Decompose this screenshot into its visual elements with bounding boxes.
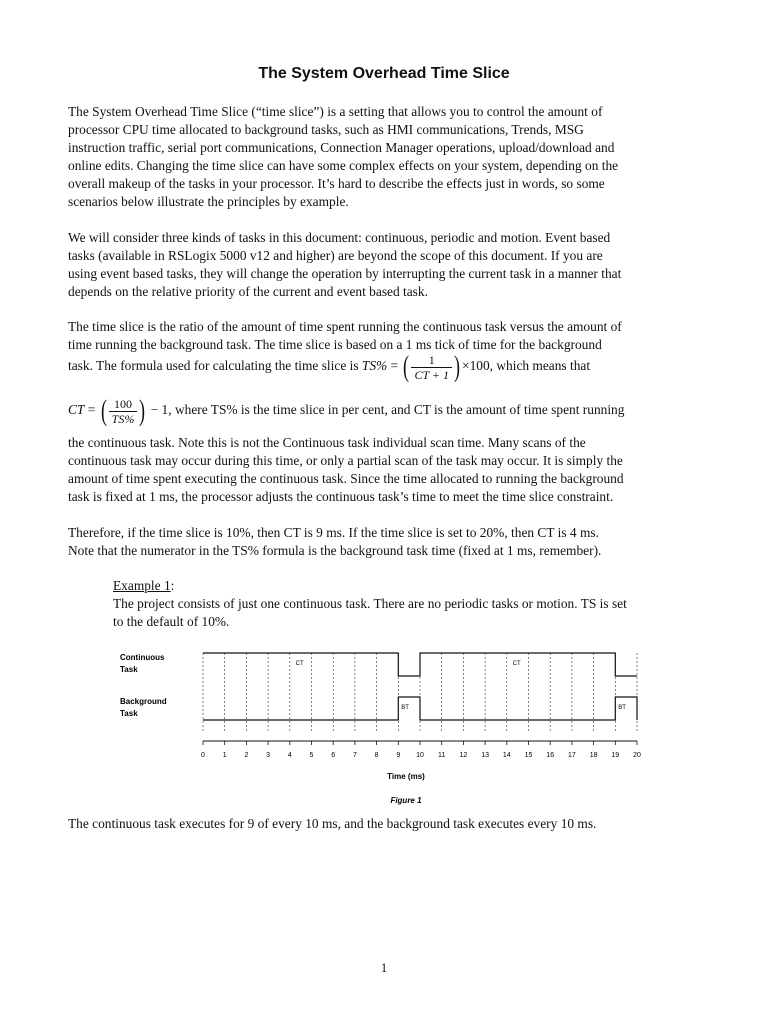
x-tick-label: 9 xyxy=(396,752,401,759)
figure-caption: Figure 1 xyxy=(390,796,422,805)
text-line: depends on the relative priority of the current and event based task. xyxy=(68,284,428,299)
formula-equals: = xyxy=(387,358,402,374)
task-types-paragraph xyxy=(68,229,708,301)
x-tick-label: 6 xyxy=(331,752,336,759)
closing-paragraph xyxy=(68,815,708,833)
x-tick-label: 12 xyxy=(459,752,468,759)
formula-lhs: TS% xyxy=(361,358,388,374)
x-tick-label: 13 xyxy=(481,752,489,759)
text-line: time running the background task. The time slice is based on a 1 ms tick of time for the background xyxy=(68,337,602,352)
segment-label: CT xyxy=(512,661,521,667)
paren-right: ) xyxy=(454,350,461,383)
fraction-denominator: CT + 1 xyxy=(414,367,450,382)
text-line: scenarios below illustrate the principles by example. xyxy=(68,194,349,209)
formula-lhs: CT xyxy=(68,402,85,418)
formula-trail-text: , where TS% is the time slice in per cent, and CT is the amount of time spent running xyxy=(168,402,625,418)
x-tick-label: 17 xyxy=(568,752,576,759)
text-line: Therefore, if the time slice is 10%, then CT is 9 ms. If the time slice is set to 20%, then CT is 4 ms. xyxy=(68,525,599,540)
text-line: tasks (available in RSLogix 5000 v12 and higher) are beyond the scope of this document. If you are xyxy=(68,248,603,263)
x-tick-label: 5 xyxy=(309,752,314,759)
text-line: continuous task may occur during this time, or only a partial scan of the task may occur. It is simply the xyxy=(68,453,623,468)
text-line: the continuous task. Note this is not the Continuous task individual scan time. Many scans of the xyxy=(68,435,586,450)
formula-multiplier: ×100 xyxy=(462,358,490,374)
text-line: The project consists of just one continuous task. There are no periodic tasks or motion. TS is set xyxy=(113,596,627,611)
x-tick-label: 3 xyxy=(266,752,271,759)
x-tick-label: 16 xyxy=(546,752,555,759)
segment-label: BT xyxy=(618,705,626,711)
formula-minus: − 1 xyxy=(147,402,169,418)
example-heading-text: Example 1 xyxy=(113,578,171,593)
formula-ts-line xyxy=(68,352,590,382)
intro-paragraph xyxy=(68,103,708,211)
text-line: using event based tasks, they will change the operation by interrupting the current task in a manner that xyxy=(68,266,622,281)
text-line: online edits. Changing the time slice can have some complex effects on your system, depending on the xyxy=(68,158,619,173)
text-line: amount of time spent executing the continuous task. Since the time allocated to running the background xyxy=(68,471,624,486)
row-label-background-1: Background xyxy=(120,697,167,706)
text-line: overall makeup of the tasks in your processor. It’s hard to describe the effects just in words, so some xyxy=(68,176,605,191)
continuous-task-paragraph xyxy=(68,434,708,506)
x-axis-label: Time (ms) xyxy=(387,772,425,781)
text-line: The time slice is the ratio of the amount of time spent running the continuous task versus the amount of xyxy=(68,319,622,334)
example-heading-colon: : xyxy=(170,578,175,593)
text-line: The System Overhead Time Slice (“time slice”) is a setting that allows you to control the amount of xyxy=(68,104,603,119)
text-line: to the default of 10%. xyxy=(113,614,230,629)
segment-label: CT xyxy=(295,661,304,667)
time-slice-paragraph xyxy=(68,318,708,354)
therefore-paragraph xyxy=(68,524,708,560)
timing-diagram xyxy=(110,645,655,815)
formula-equals: = xyxy=(84,402,99,418)
formula-fraction xyxy=(109,397,138,426)
formula-lead-text: task. The formula used for calculating the time slice is xyxy=(68,358,362,374)
x-tick-label: 0 xyxy=(201,752,205,759)
page-number: 1 xyxy=(380,960,388,975)
text-line: The continuous task executes for 9 of every 10 ms, and the background task executes every 10 ms. xyxy=(68,816,597,831)
x-tick-label: 1 xyxy=(222,752,227,759)
segment-label: BT xyxy=(401,705,409,711)
page-title: The System Overhead Time Slice xyxy=(258,65,510,82)
text-line: We will consider three kinds of tasks in this document: continuous, periodic and motion. Event based xyxy=(68,230,611,245)
row-label-background-2: Task xyxy=(120,709,138,718)
row-label-continuous-1: Continuous xyxy=(120,653,165,662)
x-tick-label: 2 xyxy=(244,752,249,759)
x-tick-label: 19 xyxy=(611,752,620,759)
x-tick-label: 10 xyxy=(416,752,424,759)
formula-trail-text: , which means that xyxy=(489,358,591,374)
fraction-denominator: TS% xyxy=(111,411,135,426)
text-line: processor CPU time allocated to background tasks, such as HMI communications, Trends, MSG xyxy=(68,122,584,137)
x-tick-label: 8 xyxy=(374,752,379,759)
example-block xyxy=(113,577,713,631)
fraction-numerator: 1 xyxy=(411,353,452,368)
row-label-continuous-2: Task xyxy=(120,665,138,674)
background-task-waveform xyxy=(203,697,637,720)
fraction-numerator: 100 xyxy=(109,397,138,412)
x-tick-label: 4 xyxy=(287,752,292,759)
paren-left: ( xyxy=(100,394,107,427)
x-tick-label: 14 xyxy=(502,752,511,759)
x-tick-label: 20 xyxy=(633,752,641,759)
paren-left: ( xyxy=(403,350,410,383)
paren-right: ) xyxy=(139,394,146,427)
formula-fraction xyxy=(411,353,452,382)
x-tick-label: 15 xyxy=(524,752,533,759)
continuous-task-waveform xyxy=(203,653,637,676)
x-tick-label: 18 xyxy=(589,752,598,759)
example-heading xyxy=(113,577,713,595)
formula-ct-line xyxy=(68,396,624,426)
x-tick-label: 11 xyxy=(438,752,446,759)
text-line: instruction traffic, serial port communications, Connection Manager operations, upload/download and xyxy=(68,140,615,155)
x-tick-label: 7 xyxy=(352,752,357,759)
text-line: Note that the numerator in the TS% formula is the background task time (fixed at 1 ms, remember). xyxy=(68,543,602,558)
text-line: task is fixed at 1 ms, the processor adjusts the continuous task’s time to meet the time slice constraint. xyxy=(68,489,614,504)
